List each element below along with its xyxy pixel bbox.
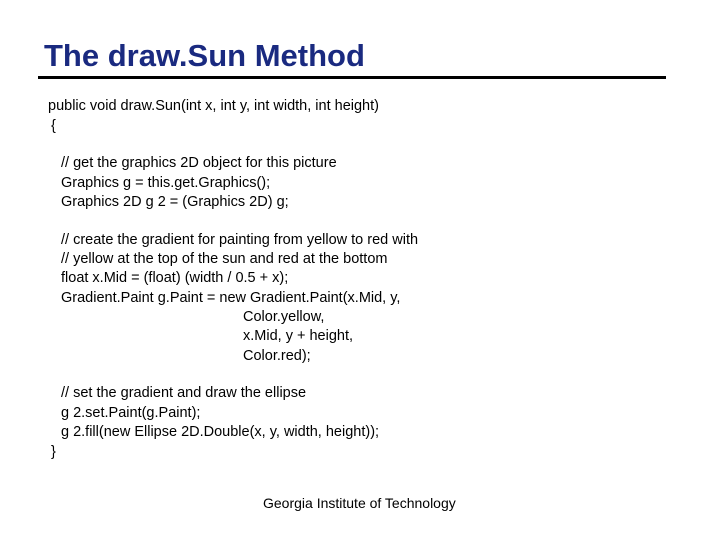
code-line-set-paint: g 2.set.Paint(g.Paint); — [61, 405, 201, 421]
code-line-close-brace: } — [51, 444, 56, 460]
slide-title: The draw.Sun Method — [44, 38, 365, 73]
code-line-fill-ellipse: g 2.fill(new Ellipse 2D.Double(x, y, width, height)); — [61, 424, 380, 440]
code-line-comment-graphics: // get the graphics 2D object for this picture — [61, 155, 337, 171]
code-line-gradient-paint: Gradient.Paint g.Paint = new Gradient.Paint(x.Mid, y, — [61, 290, 401, 306]
code-line-comment-gradient: // create the gradient for painting from yellow to red with — [61, 232, 419, 248]
code-line-comment-draw: // set the gradient and draw the ellipse — [61, 385, 307, 401]
code-line-method-signature: public void draw.Sun(int x, int y, int width, int height) — [48, 98, 379, 114]
code-line-comment-colors: // yellow at the top of the sun and red at the bottom — [61, 251, 388, 267]
code-line-open-brace: { — [51, 118, 56, 134]
code-line-get-graphics: Graphics g = this.get.Graphics(); — [61, 175, 271, 191]
slide-footer: Georgia Institute of Technology — [263, 495, 456, 511]
code-line-color-red: Color.red); — [243, 348, 311, 364]
code-line-color-yellow: Color.yellow, — [243, 309, 325, 325]
code-line-cast-graphics2d: Graphics 2D g 2 = (Graphics 2D) g; — [61, 194, 289, 210]
code-line-xmid: float x.Mid = (float) (width / 0.5 + x); — [61, 270, 289, 286]
code-line-xmid-height: x.Mid, y + height, — [243, 328, 354, 344]
